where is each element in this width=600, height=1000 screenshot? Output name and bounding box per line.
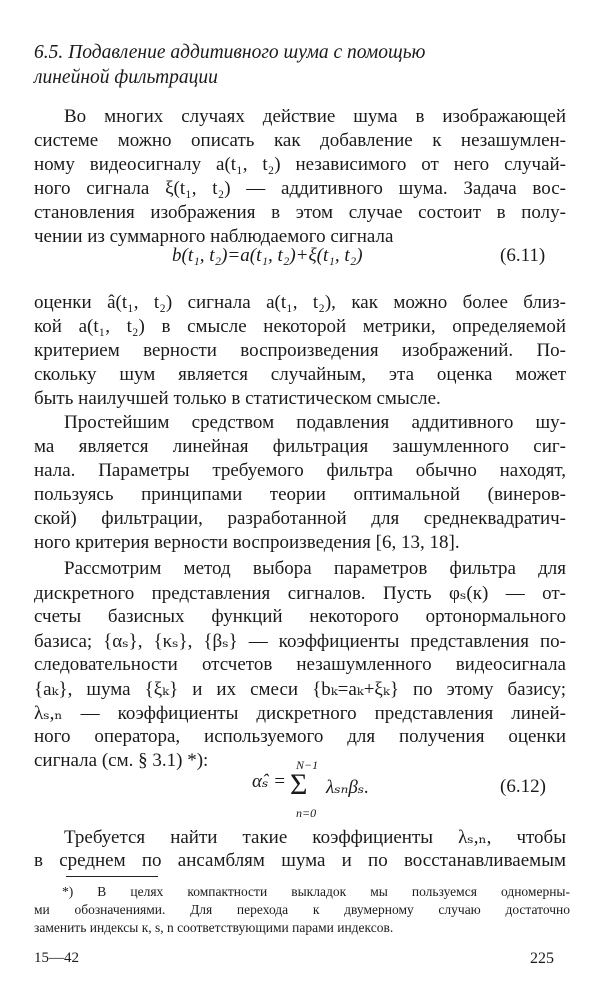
- text-line: скольку шум является случайным, эта оценка может: [34, 364, 566, 385]
- signature-mark: 15—42: [34, 950, 79, 966]
- text-line: оценки â(t₁, t₂) сигнала a(t₁, t₂), как можно более близ-: [34, 292, 566, 313]
- text-line: ного сигнала ξ(t₁, t₂) — аддитивного шума. Задача вос-: [34, 178, 566, 199]
- text-line: Во многих случаях действие шума в изображающей: [64, 106, 566, 127]
- text-line: кой a(t₁, t₂) в смысле некоторой метрики, определяемой: [34, 316, 566, 337]
- text-line: чении из суммарного наблюдаемого сигнала: [34, 226, 394, 247]
- footnote-line: *) В целях компактности выкладок мы пользуемся одномерны-: [62, 884, 570, 899]
- equation-6-11: b(t₁, t₂)=a(t₁, t₂)+ξ(t₁, t₂): [172, 245, 363, 266]
- text-line: нала. Параметры требуемого фильтра обычно находят,: [34, 460, 566, 481]
- text-line: пользуясь принципами теории оптимальной (винеров-: [34, 484, 566, 505]
- heading-line: линейной фильтрации: [34, 67, 218, 88]
- equation-number: (6.12): [500, 776, 546, 797]
- text-line: сигнала (см. § 3.1) *):: [34, 750, 209, 771]
- text-line: ному видеосигналу a(t₁, t₂) независимого от него случай-: [34, 154, 566, 175]
- text-line: Рассмотрим метод выбора параметров фильтра для: [64, 558, 566, 579]
- text-line: быть наилучшей только в статистическом смысле.: [34, 388, 441, 409]
- text-line: дискретного представления сигналов. Пусть φₛ(к) — от-: [34, 583, 566, 604]
- heading-line: 6.5. Подавление аддитивного шума с помощью: [34, 42, 426, 63]
- text-line: Требуется найти такие коэффициенты λₛ,ₙ, чтобы: [64, 827, 566, 848]
- text-line: становления изображения в этом случае состоит в полу-: [34, 202, 566, 223]
- text-line: {aₖ}, шума {ξₖ} и их смеси {bₖ=aₖ+ξₖ} по этому базису;: [34, 679, 566, 700]
- text-line: λₛ,ₙ — коэффициенты дискретного представления линей-: [34, 703, 566, 724]
- section-heading: [34, 40, 574, 90]
- sum-upper-limit: N−1: [296, 758, 319, 772]
- text-line: ного критерия верности воспроизведения [6, 13, 18].: [34, 532, 460, 553]
- text-line: базиса; {αₛ}, {κₛ}, {βₛ} — коэффициенты представления по-: [34, 631, 566, 652]
- sum-lower-limit: n=0: [296, 806, 317, 820]
- equation-number: (6.11): [500, 245, 546, 266]
- text-line: в среднем по ансамблям шума и по восстанавливаемым: [34, 850, 566, 871]
- text-line: Простейшим средством подавления аддитивного шу-: [64, 412, 566, 433]
- footnote-line: ми обозначениями. Для перехода к двумерному случаю достаточно: [34, 902, 570, 917]
- text-line: счеты базисных функций некоторого ортонормального: [34, 606, 566, 627]
- equation-6-12-lhs: α̂ₛ =: [252, 771, 286, 792]
- footnote-divider: [66, 876, 158, 877]
- text-line: системе можно описать как добавление к незашумлен-: [34, 130, 566, 151]
- text-line: ской) фильтрации, разработанной для среднеквадратич-: [34, 508, 566, 529]
- text-line: ного оператора, используемого для получения оценки: [34, 726, 566, 747]
- text-line: ма является линейная фильтрация зашумленного сиг-: [34, 436, 566, 457]
- text-line: критерием верности воспроизведения изображений. По-: [34, 340, 566, 361]
- sum-symbol: Σ: [290, 768, 308, 801]
- equation-6-12-body: λₛₙβₛ.: [326, 777, 369, 798]
- page-number: 225: [530, 950, 554, 967]
- text-line: следовательности отсчетов незашумленного видеосигнала: [34, 654, 566, 675]
- footnote-line: заменить индексы к, s, n соответствующими парами индексов.: [34, 920, 394, 935]
